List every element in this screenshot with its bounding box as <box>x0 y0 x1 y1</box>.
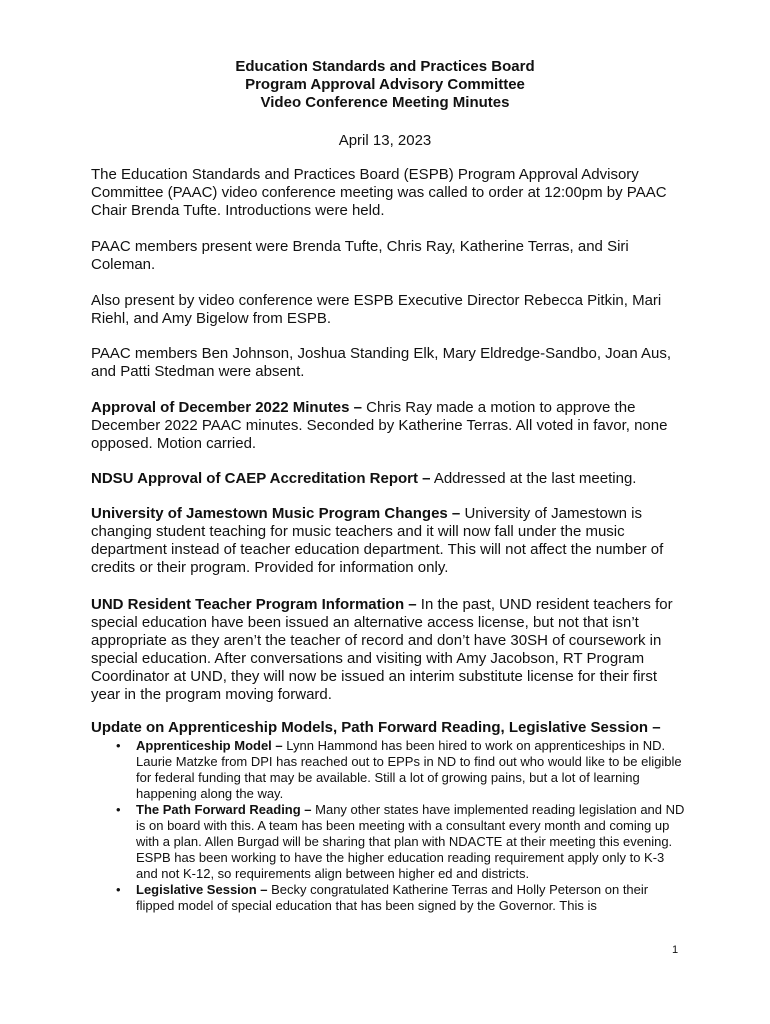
document-header <box>0 58 770 112</box>
und-section <box>91 596 687 704</box>
approval-minutes-heading: Approval of December 2022 Minutes – <box>91 399 362 416</box>
ndsu-heading: NDSU Approval of CAEP Accreditation Report – <box>91 470 431 487</box>
ndsu-section <box>91 470 687 488</box>
und-body: In the past, UND resident teachers for special education have been issued an alternative access license, but not that isn’t appropriate as they aren’t the teacher of record and don’t have 30SH of coursework in special education. After conversations and visiting with Amy Jacobson, RT Program Coordinator at UND, they will now be issued an interim substitute license for their first year in the program moving forward. <box>91 596 673 703</box>
bullet-heading: Apprenticeship Model – <box>136 738 283 753</box>
approval-minutes-body: Chris Ray made a motion to approve the December 2022 PAAC minutes. Seconded by Katherine Terras. All voted in favor, none opposed. Motion carried. <box>91 399 668 452</box>
update-heading: Update on Apprenticeship Models, Path Forward Reading, Legislative Session – <box>91 719 661 736</box>
approval-minutes-section <box>91 399 687 453</box>
bullet-icon: • <box>116 802 121 817</box>
meeting-date: April 13, 2023 <box>338 132 432 149</box>
bullet-icon: • <box>116 882 121 897</box>
intro-paragraph: The Education Standards and Practices Board (ESPB) Program Approval Advisory Committee (PAAC) video conference meeting was called to order at 12:00pm by PAAC Chair Brenda Tufte. Introductions were held. <box>91 166 667 219</box>
header-committee-name: Program Approval Advisory Committee <box>245 76 525 93</box>
members-present-paragraph: PAAC members present were Brenda Tufte, Chris Ray, Katherine Terras, and Siri Coleman. <box>91 238 629 273</box>
list-item <box>91 882 687 914</box>
bullet-body: Lynn Hammond has been hired to work on apprenticeships in ND. Laurie Matzke from DPI has reached out to EPPs in ND to find out who would like to be eligible for federal funding that may be available. Still a lot of growing pains, but a lot of learning happening along the way. <box>136 738 682 801</box>
list-item <box>91 738 687 802</box>
header-board-name: Education Standards and Practices Board <box>235 58 535 75</box>
bullet-icon: • <box>116 738 121 753</box>
page-number: 1 <box>672 944 679 956</box>
jamestown-section <box>91 505 687 577</box>
bullet-heading: The Path Forward Reading – <box>136 802 312 817</box>
also-present-paragraph: Also present by video conference were ESPB Executive Director Rebecca Pitkin, Mari Riehl, and Amy Bigelow from ESPB. <box>91 292 662 327</box>
jamestown-body: University of Jamestown is changing student teaching for music teachers and it will now fall under the music department instead of teacher education department. This will not affect the number of credits or their program. Provided for information only. <box>91 505 664 576</box>
bullet-heading: Legislative Session – <box>136 882 268 897</box>
list-item <box>91 802 687 882</box>
bullet-body: Becky congratulated Katherine Terras and Holly Peterson on their flipped model of special education that has been signed by the Governor. This is <box>136 882 649 913</box>
header-document-type: Video Conference Meeting Minutes <box>260 94 510 111</box>
update-bullet-list <box>91 738 687 914</box>
ndsu-body: Addressed at the last meeting. <box>430 470 637 487</box>
members-absent-paragraph: PAAC members Ben Johnson, Joshua Standing Elk, Mary Eldredge-Sandbo, Joan Aus, and Patti Stedman were absent. <box>91 345 672 380</box>
und-heading: UND Resident Teacher Program Information – <box>91 596 417 613</box>
jamestown-heading: University of Jamestown Music Program Changes – <box>91 505 461 522</box>
bullet-body: Many other states have implemented reading legislation and ND is on board with this. A team has been meeting with a consultant every month and coming up with a plan. Allen Burgad will be sharing that plan with NDACTE at their meeting this evening. ESPB has been working to have the higher education reading requirement apply only to K-3 and not K-12, so requirements align between higher ed and districts. <box>136 802 685 881</box>
